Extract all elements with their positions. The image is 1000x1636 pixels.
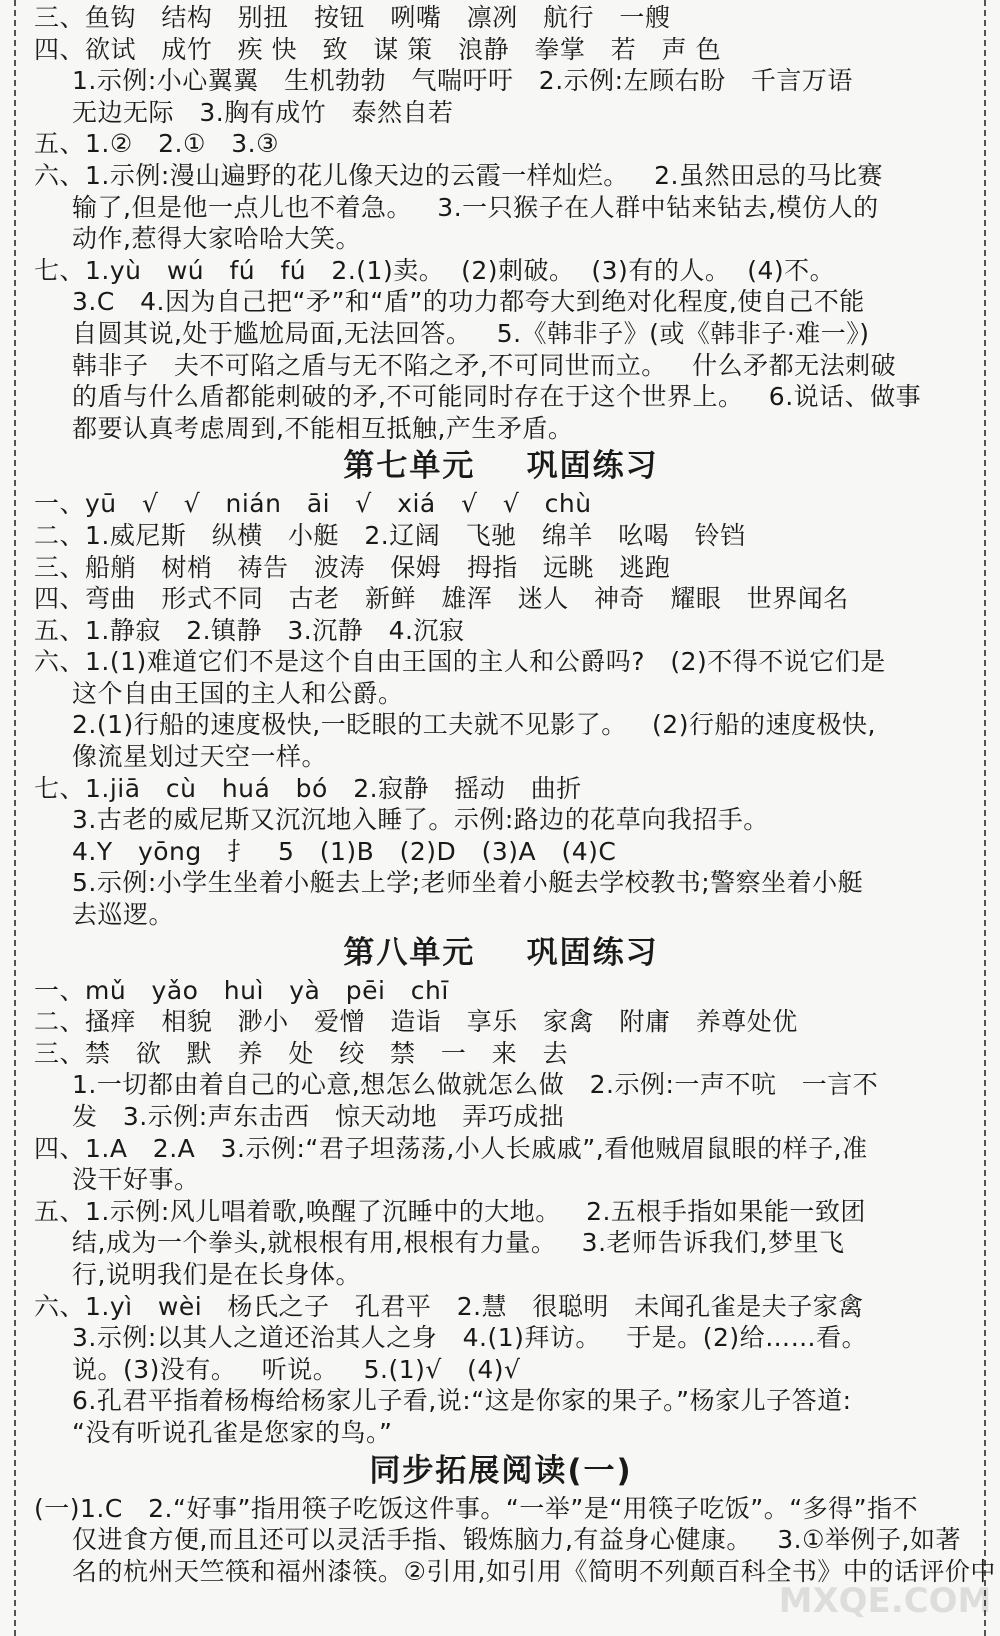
answer-line: 四、弯曲 形式不同 古老 新鲜 雄浑 迷人 神奇 耀眼 世界闻名 (34, 584, 849, 614)
answer-content (34, 2, 996, 1587)
answer-line: 像流星划过天空一样。 (72, 742, 328, 772)
answer-line: 输了,但是他一点儿也不着急。 3.一只猴子在人群中钻来钻去,模仿人的 (72, 192, 879, 222)
answer-line: 发 3.示例:声东击西 惊天动地 弄巧成拙 (72, 1102, 565, 1131)
answer-line: 都要认真考虑周到,不能相互抵触,产生矛盾。 (72, 413, 574, 443)
answer-line: 动作,惹得大家哈哈大笑。 (72, 224, 361, 254)
section-heading: 第七单元 巩固练习 (343, 448, 659, 485)
answer-line: 3.示例:以其人之道还治其人之身 4.(1)拜访。 于是。(2)给……看。 (72, 1323, 868, 1353)
answer-line: 行,说明我们是在长身体。 (72, 1259, 361, 1289)
answer-line: 仅进食方便,而且还可以灵活手指、锻炼脑力,有益身心健康。 3.①举例子,如著 (72, 1525, 961, 1555)
answer-line: 七、1.jiā cù huá bó 2.寂静 摇动 曲折 (34, 773, 582, 803)
answer-line: 没干好事。 (72, 1165, 200, 1195)
answer-line: 二、搔痒 相貌 渺小 爱憎 造诣 享乐 家禽 附庸 养尊处优 (34, 1007, 798, 1037)
answer-line: 4.Y yōng 扌 5 (1)B (2)D (3)A (4)C (72, 836, 617, 866)
answer-line: 五、1.② 2.① 3.③ (34, 129, 279, 159)
answer-line: 3.古老的威尼斯又沉沉地入睡了。示例:路边的花草向我招手。 (72, 805, 769, 835)
answer-line: 五、1.示例:风儿唱着歌,唤醒了沉睡中的大地。 2.五根手指如果能一致团 (34, 1196, 866, 1226)
answer-line: 六、1.示例:漫山遍野的花儿像天边的云霞一样灿烂。 2.虽然田忌的马比赛 (34, 160, 883, 190)
answer-line: 5.示例:小学生坐着小艇去上学;老师坐着小艇去学校教书;警察坐着小艇 (72, 868, 864, 898)
answer-line: 四、欲试 成竹 疾 快 致 谋 策 浪静 拳掌 若 声 色 (34, 34, 722, 64)
answer-line: 1.示例:小心翼翼 生机勃勃 气喘吁吁 2.示例:左顾右盼 千言万语 (72, 66, 853, 96)
answer-line: 1.一切都由着自己的心意,想怎么做就怎么做 2.示例:一声不吭 一言不 (72, 1070, 879, 1100)
answer-line: 去巡逻。 (72, 900, 175, 930)
answer-line: 6.孔君平指着杨梅给杨家儿子看,说:“这是你家的果子。”杨家儿子答道: (72, 1386, 852, 1416)
answer-line: 自圆其说,处于尴尬局面,无法回答。 5.《韩非子》(或《韩非子·难一》) (72, 318, 870, 348)
section-heading: 同步拓展阅读(一) (369, 1452, 633, 1489)
watermark-logo: MXQE.COM (778, 1581, 992, 1621)
answer-line: 三、船艄 树梢 祷告 波涛 保姆 拇指 远眺 逃跑 (34, 552, 671, 582)
answer-line: 三、禁 欲 默 养 处 绞 禁 一 来 去 (34, 1038, 569, 1068)
left-dashed-border (14, 0, 16, 1636)
right-dashed-border (984, 0, 986, 1636)
answer-line: 一、mǔ yǎo huì yà pēi chī (34, 975, 449, 1005)
answer-line: 六、1.(1)难道它们不是这个自由王国的主人和公爵吗? (2)不得不说它们是 (34, 647, 886, 677)
answer-line: 这个自由王国的主人和公爵。 (72, 678, 404, 708)
answer-line: 名的杭州天竺筷和福州漆筷。②引用,如引用《简明不列颠百科全书》中的话评价中 (72, 1556, 996, 1586)
answer-line: 3.C 4.因为自己把“矛”和“盾”的功力都夸大到绝对化程度,使自己不能 (72, 287, 865, 317)
answer-line: (一)1.C 2.“好事”指用筷子吃饭这件事。“一举”是“用筷子吃饭”。“多得”指不 (34, 1493, 919, 1523)
answer-line: 三、鱼钩 结构 别扭 按钮 咧嘴 凛冽 航行 一艘 (34, 3, 671, 32)
answer-line: 六、1.yì wèi 杨氏之子 孔君平 2.慧 很聪明 未闻孔雀是夫子家禽 (34, 1291, 864, 1321)
answer-line: 说。(3)没有。 听说。 5.(1)√ (4)√ (72, 1354, 521, 1384)
answer-line: 五、1.静寂 2.镇静 3.沉静 4.沉寂 (34, 615, 465, 645)
answer-line: 四、1.A 2.A 3.示例:“君子坦荡荡,小人长戚戚”,看他贼眉鼠眼的样子,准 (34, 1133, 868, 1163)
answer-line: 七、1.yù wú fú fú 2.(1)卖。 (2)刺破。 (3)有的人。 (4)不。 (34, 255, 836, 285)
answer-line: 一、yū √ √ nián āi √ xiá √ √ chù (34, 489, 592, 519)
answer-line: 无边无际 3.胸有成竹 泰然自若 (72, 97, 454, 127)
answer-line: 韩非子 夫不可陷之盾与无不陷之矛,不可同世而立。 什么矛都无法刺破 (72, 350, 897, 380)
section-heading: 第八单元 巩固练习 (343, 934, 659, 971)
answer-line: “没有听说孔雀是您家的鸟。” (72, 1417, 393, 1447)
answer-line: 2.(1)行船的速度极快,一眨眼的工夫就不见影了。 (2)行船的速度极快, (72, 710, 876, 740)
answer-line: 的盾与什么盾都能刺破的矛,不可能同时存在于这个世界上。 6.说话、做事 (72, 382, 922, 412)
answer-line: 结,成为一个拳头,就根根有用,根根有力量。 3.老师告诉我们,梦里飞 (72, 1228, 845, 1258)
answer-line: 二、1.威尼斯 纵横 小艇 2.辽阔 飞驰 绵羊 吆喝 铃铛 (34, 520, 746, 550)
